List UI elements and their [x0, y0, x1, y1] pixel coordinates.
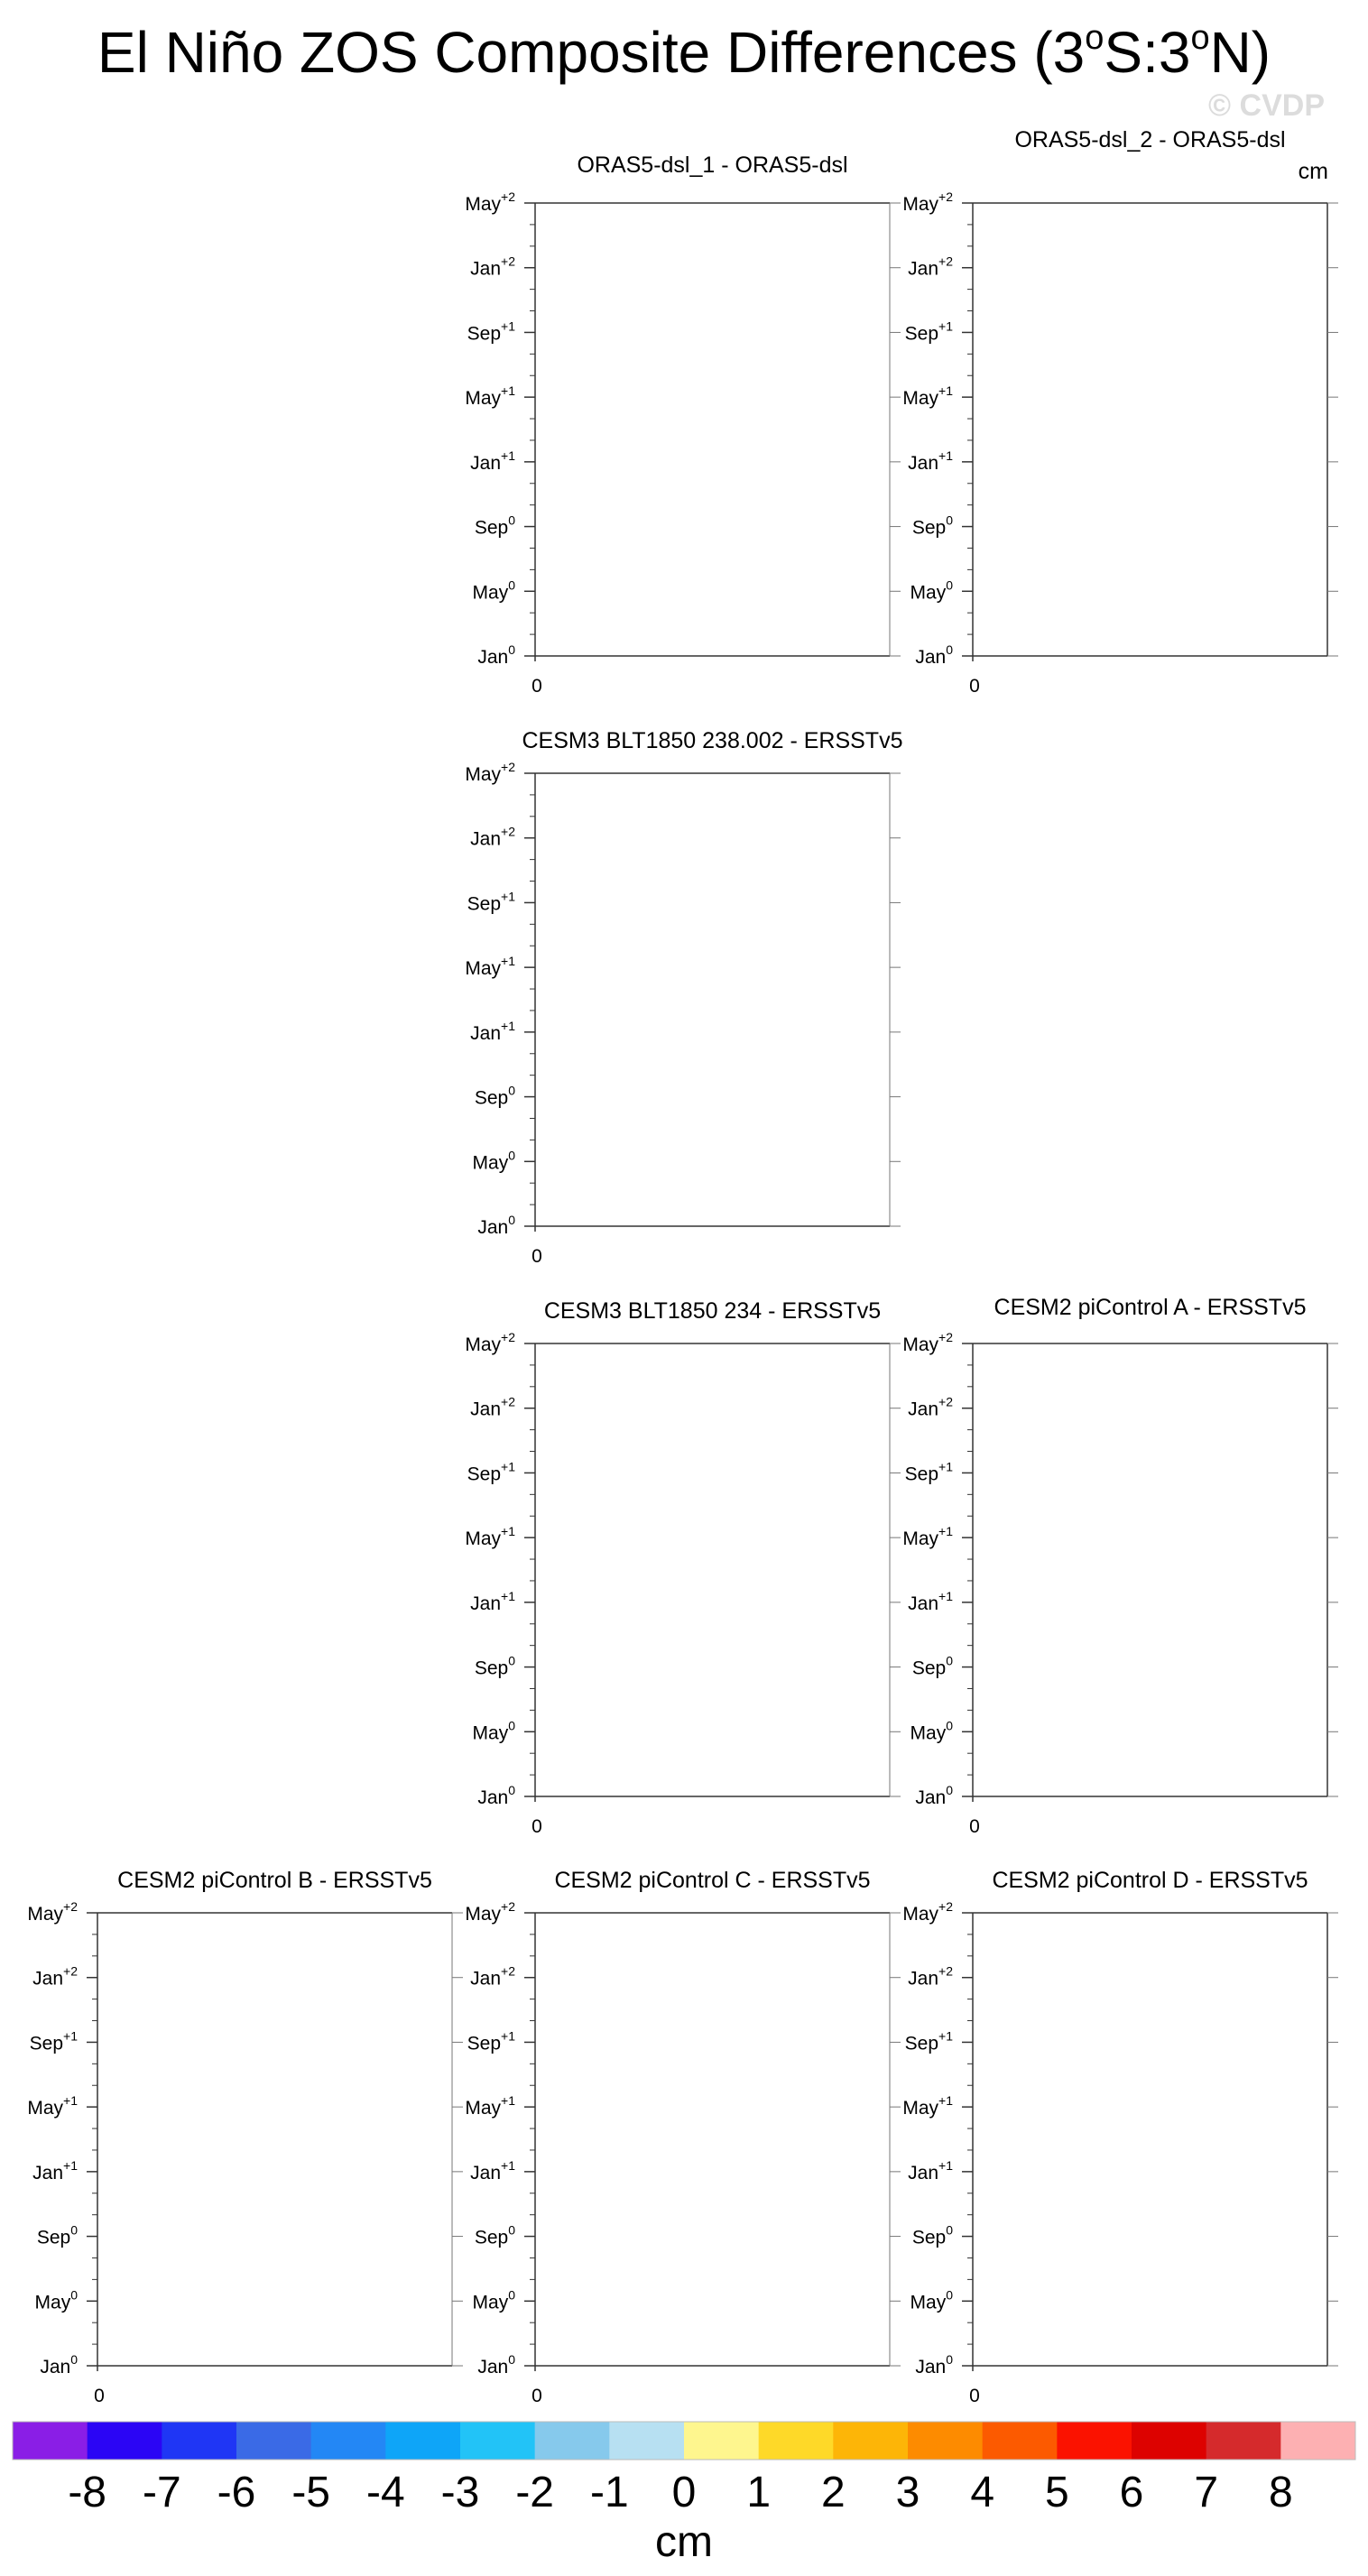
units-label: cm: [1298, 159, 1328, 184]
colorbar-tick-label: -2: [515, 2469, 555, 2516]
colorbar-tick-label: -6: [217, 2469, 256, 2516]
y-tick-label: Jan$^{+1}$: [470, 1018, 515, 1044]
y-tick-label: Sep$^{+1}$: [904, 1459, 953, 1485]
colorbar-box: [609, 2422, 684, 2460]
y-tick-label: May$^0$: [910, 577, 953, 604]
y-tick-label: May$^{+2}$: [465, 1899, 515, 1925]
y-tick-label: May$^{+2}$: [902, 1330, 953, 1355]
y-tick-label: Jan$^{+1}$: [908, 448, 953, 474]
y-tick-label: Sep$^0$: [474, 1653, 515, 1679]
panel-title: CESM3 BLT1850 238.002 - ERSSTv5: [522, 728, 903, 753]
y-tick-label: May$^0$: [910, 1718, 953, 1744]
y-tick-label: May$^{+2}$: [902, 189, 953, 215]
y-tick-label: Jan$^{+2}$: [470, 254, 515, 280]
y-tick-label: May$^0$: [472, 2287, 515, 2313]
y-tick-label: Jan$^{+1}$: [32, 2157, 78, 2184]
y-tick-label: Sep$^{+1}$: [467, 1459, 515, 1485]
y-tick-label: Jan$^{+1}$: [470, 448, 515, 474]
panel-title: CESM2 piControl A - ERSSTv5: [994, 1295, 1307, 1320]
y-tick-label: Jan$^{+1}$: [470, 2157, 515, 2184]
colorbar-box: [684, 2422, 759, 2460]
colorbar-box: [759, 2422, 834, 2460]
panel-title: CESM3 BLT1850 234 - ERSSTv5: [543, 1298, 882, 1324]
y-tick-label: Jan$^0$: [915, 1783, 953, 1808]
panel-title: CESM2 piControl B - ERSSTv5: [117, 1868, 432, 1893]
y-tick-label: Sep$^{+1}$: [904, 319, 953, 345]
colorbar-box: [162, 2422, 236, 2460]
y-tick-label: Jan$^0$: [477, 1783, 515, 1808]
chart-panel: [27, 1868, 463, 2406]
y-tick-label: Sep$^{+1}$: [467, 319, 515, 345]
y-tick-label: May$^{+1}$: [465, 383, 515, 410]
colorbar-box: [983, 2422, 1058, 2460]
y-tick-label: Jan$^{+2}$: [470, 1394, 515, 1420]
colorbar-box: [535, 2422, 610, 2460]
colorbar-tick-label: 7: [1194, 2469, 1219, 2516]
colorbar-tick-label: -3: [440, 2469, 480, 2516]
chart-panel: [465, 152, 901, 697]
x-tick-label: 0: [531, 1246, 542, 1267]
colorbar-tick-label: 6: [1119, 2469, 1144, 2516]
colorbar-tick-label: -8: [68, 2469, 107, 2516]
x-tick-label: 0: [969, 1816, 980, 1837]
y-tick-label: Jan$^{+2}$: [470, 1963, 515, 1990]
colorbar-box: [13, 2422, 88, 2460]
chart-panel: [465, 728, 902, 1267]
colorbar-tick-label: 4: [970, 2469, 995, 2516]
y-tick-label: Sep$^{+1}$: [467, 2028, 515, 2054]
y-tick-label: Sep$^0$: [474, 2222, 515, 2248]
colorbar-box: [236, 2422, 311, 2460]
colorbar-box: [88, 2422, 162, 2460]
y-tick-label: May$^{+1}$: [902, 1524, 953, 1550]
colorbar-box: [1057, 2422, 1132, 2460]
colorbar-tick-label: 1: [746, 2469, 772, 2516]
y-tick-label: May$^0$: [472, 1148, 515, 1174]
chart-panel: [902, 127, 1338, 697]
y-tick-label: May$^{+2}$: [902, 1899, 953, 1925]
y-tick-label: Jan$^0$: [477, 2352, 515, 2377]
x-tick-label: 0: [531, 1816, 542, 1837]
y-tick-label: Sep$^0$: [911, 1653, 953, 1679]
y-tick-label: May$^0$: [910, 2287, 953, 2313]
chart-panel: [902, 1868, 1338, 2406]
colorbar-box: [833, 2422, 908, 2460]
chart-panel: [902, 1295, 1338, 1837]
y-tick-label: Jan$^0$: [915, 2352, 953, 2377]
colorbar-box: [385, 2422, 460, 2460]
y-tick-label: Jan$^0$: [40, 2352, 78, 2377]
colorbar-tick-label: 0: [671, 2469, 697, 2516]
chart-panel: [465, 1868, 901, 2406]
y-tick-label: May$^{+1}$: [27, 2093, 78, 2119]
y-tick-label: May$^{+1}$: [465, 954, 515, 980]
y-tick-label: Jan$^{+2}$: [908, 1963, 953, 1990]
y-tick-label: Jan$^{+2}$: [470, 824, 515, 850]
colorbar-label: cm: [655, 2518, 713, 2566]
colorbar-tick-label: 3: [895, 2469, 920, 2516]
y-tick-label: May$^{+2}$: [465, 189, 515, 215]
y-tick-label: Jan$^{+1}$: [908, 2157, 953, 2184]
colorbar-box: [1132, 2422, 1206, 2460]
colorbar-tick-label: -7: [142, 2469, 181, 2516]
y-tick-label: Sep$^0$: [911, 2222, 953, 2248]
y-tick-label: May$^{+2}$: [465, 1330, 515, 1355]
y-tick-label: May$^{+1}$: [465, 2093, 515, 2119]
panel-title: CESM2 piControl D - ERSSTv5: [992, 1868, 1308, 1893]
y-tick-label: Jan$^{+1}$: [908, 1588, 953, 1614]
y-tick-label: Jan$^{+1}$: [470, 1588, 515, 1614]
y-tick-label: May$^{+1}$: [465, 1524, 515, 1550]
colorbar-box: [1280, 2422, 1355, 2460]
y-tick-label: May$^0$: [472, 577, 515, 604]
colorbar-box: [1206, 2422, 1281, 2460]
colorbar-box: [460, 2422, 535, 2460]
y-tick-label: Sep$^0$: [911, 512, 953, 539]
x-tick-label: 0: [969, 676, 980, 697]
y-tick-label: May$^0$: [472, 1718, 515, 1744]
y-tick-label: Sep$^{+1}$: [467, 889, 515, 915]
y-tick-label: Jan$^{+2}$: [908, 1394, 953, 1420]
y-tick-label: May$^{+1}$: [902, 2093, 953, 2119]
colorbar-tick-label: -5: [291, 2469, 331, 2516]
colorbar-tick-label: -4: [365, 2469, 405, 2516]
figure-title: El Niño ZOS Composite Differences (3$^o$S:3$^o$N): [97, 19, 1271, 85]
y-tick-label: Jan$^0$: [477, 642, 515, 668]
panel-title: ORAS5-dsl_1 - ORAS5-dsl: [577, 152, 848, 178]
panel-title: CESM2 piControl C - ERSSTv5: [554, 1868, 871, 1893]
y-tick-label: May$^{+1}$: [902, 383, 953, 410]
colorbar-box: [908, 2422, 983, 2460]
y-tick-label: Jan$^{+2}$: [908, 254, 953, 280]
x-tick-label: 0: [531, 676, 542, 697]
y-tick-label: Sep$^0$: [474, 1083, 515, 1109]
y-tick-label: Jan$^{+2}$: [32, 1963, 78, 1990]
y-tick-label: Sep$^0$: [474, 512, 515, 539]
y-tick-label: Sep$^0$: [36, 2222, 78, 2248]
y-tick-label: May$^0$: [34, 2287, 78, 2313]
y-tick-label: Sep$^{+1}$: [904, 2028, 953, 2054]
x-tick-label: 0: [969, 2386, 980, 2406]
y-tick-label: May$^{+2}$: [465, 760, 515, 785]
y-tick-label: Jan$^0$: [915, 642, 953, 668]
x-tick-label: 0: [94, 2386, 105, 2406]
colorbar: [13, 2422, 1356, 2566]
x-tick-label: 0: [531, 2386, 542, 2406]
colorbar-tick-label: -1: [589, 2469, 629, 2516]
colorbar-tick-label: 5: [1044, 2469, 1069, 2516]
panel-title: ORAS5-dsl_2 - ORAS5-dsl: [1014, 127, 1286, 152]
colorbar-box: [311, 2422, 386, 2460]
colorbar-tick-label: 2: [820, 2469, 846, 2516]
colorbar-tick-label: 8: [1268, 2469, 1293, 2516]
panels-group: [27, 127, 1338, 2406]
y-tick-label: May$^{+2}$: [27, 1899, 78, 1925]
watermark: © CVDP: [1208, 88, 1325, 123]
y-tick-label: Jan$^0$: [477, 1213, 515, 1238]
y-tick-label: Sep$^{+1}$: [29, 2028, 78, 2054]
chart-panel: [465, 1298, 901, 1837]
